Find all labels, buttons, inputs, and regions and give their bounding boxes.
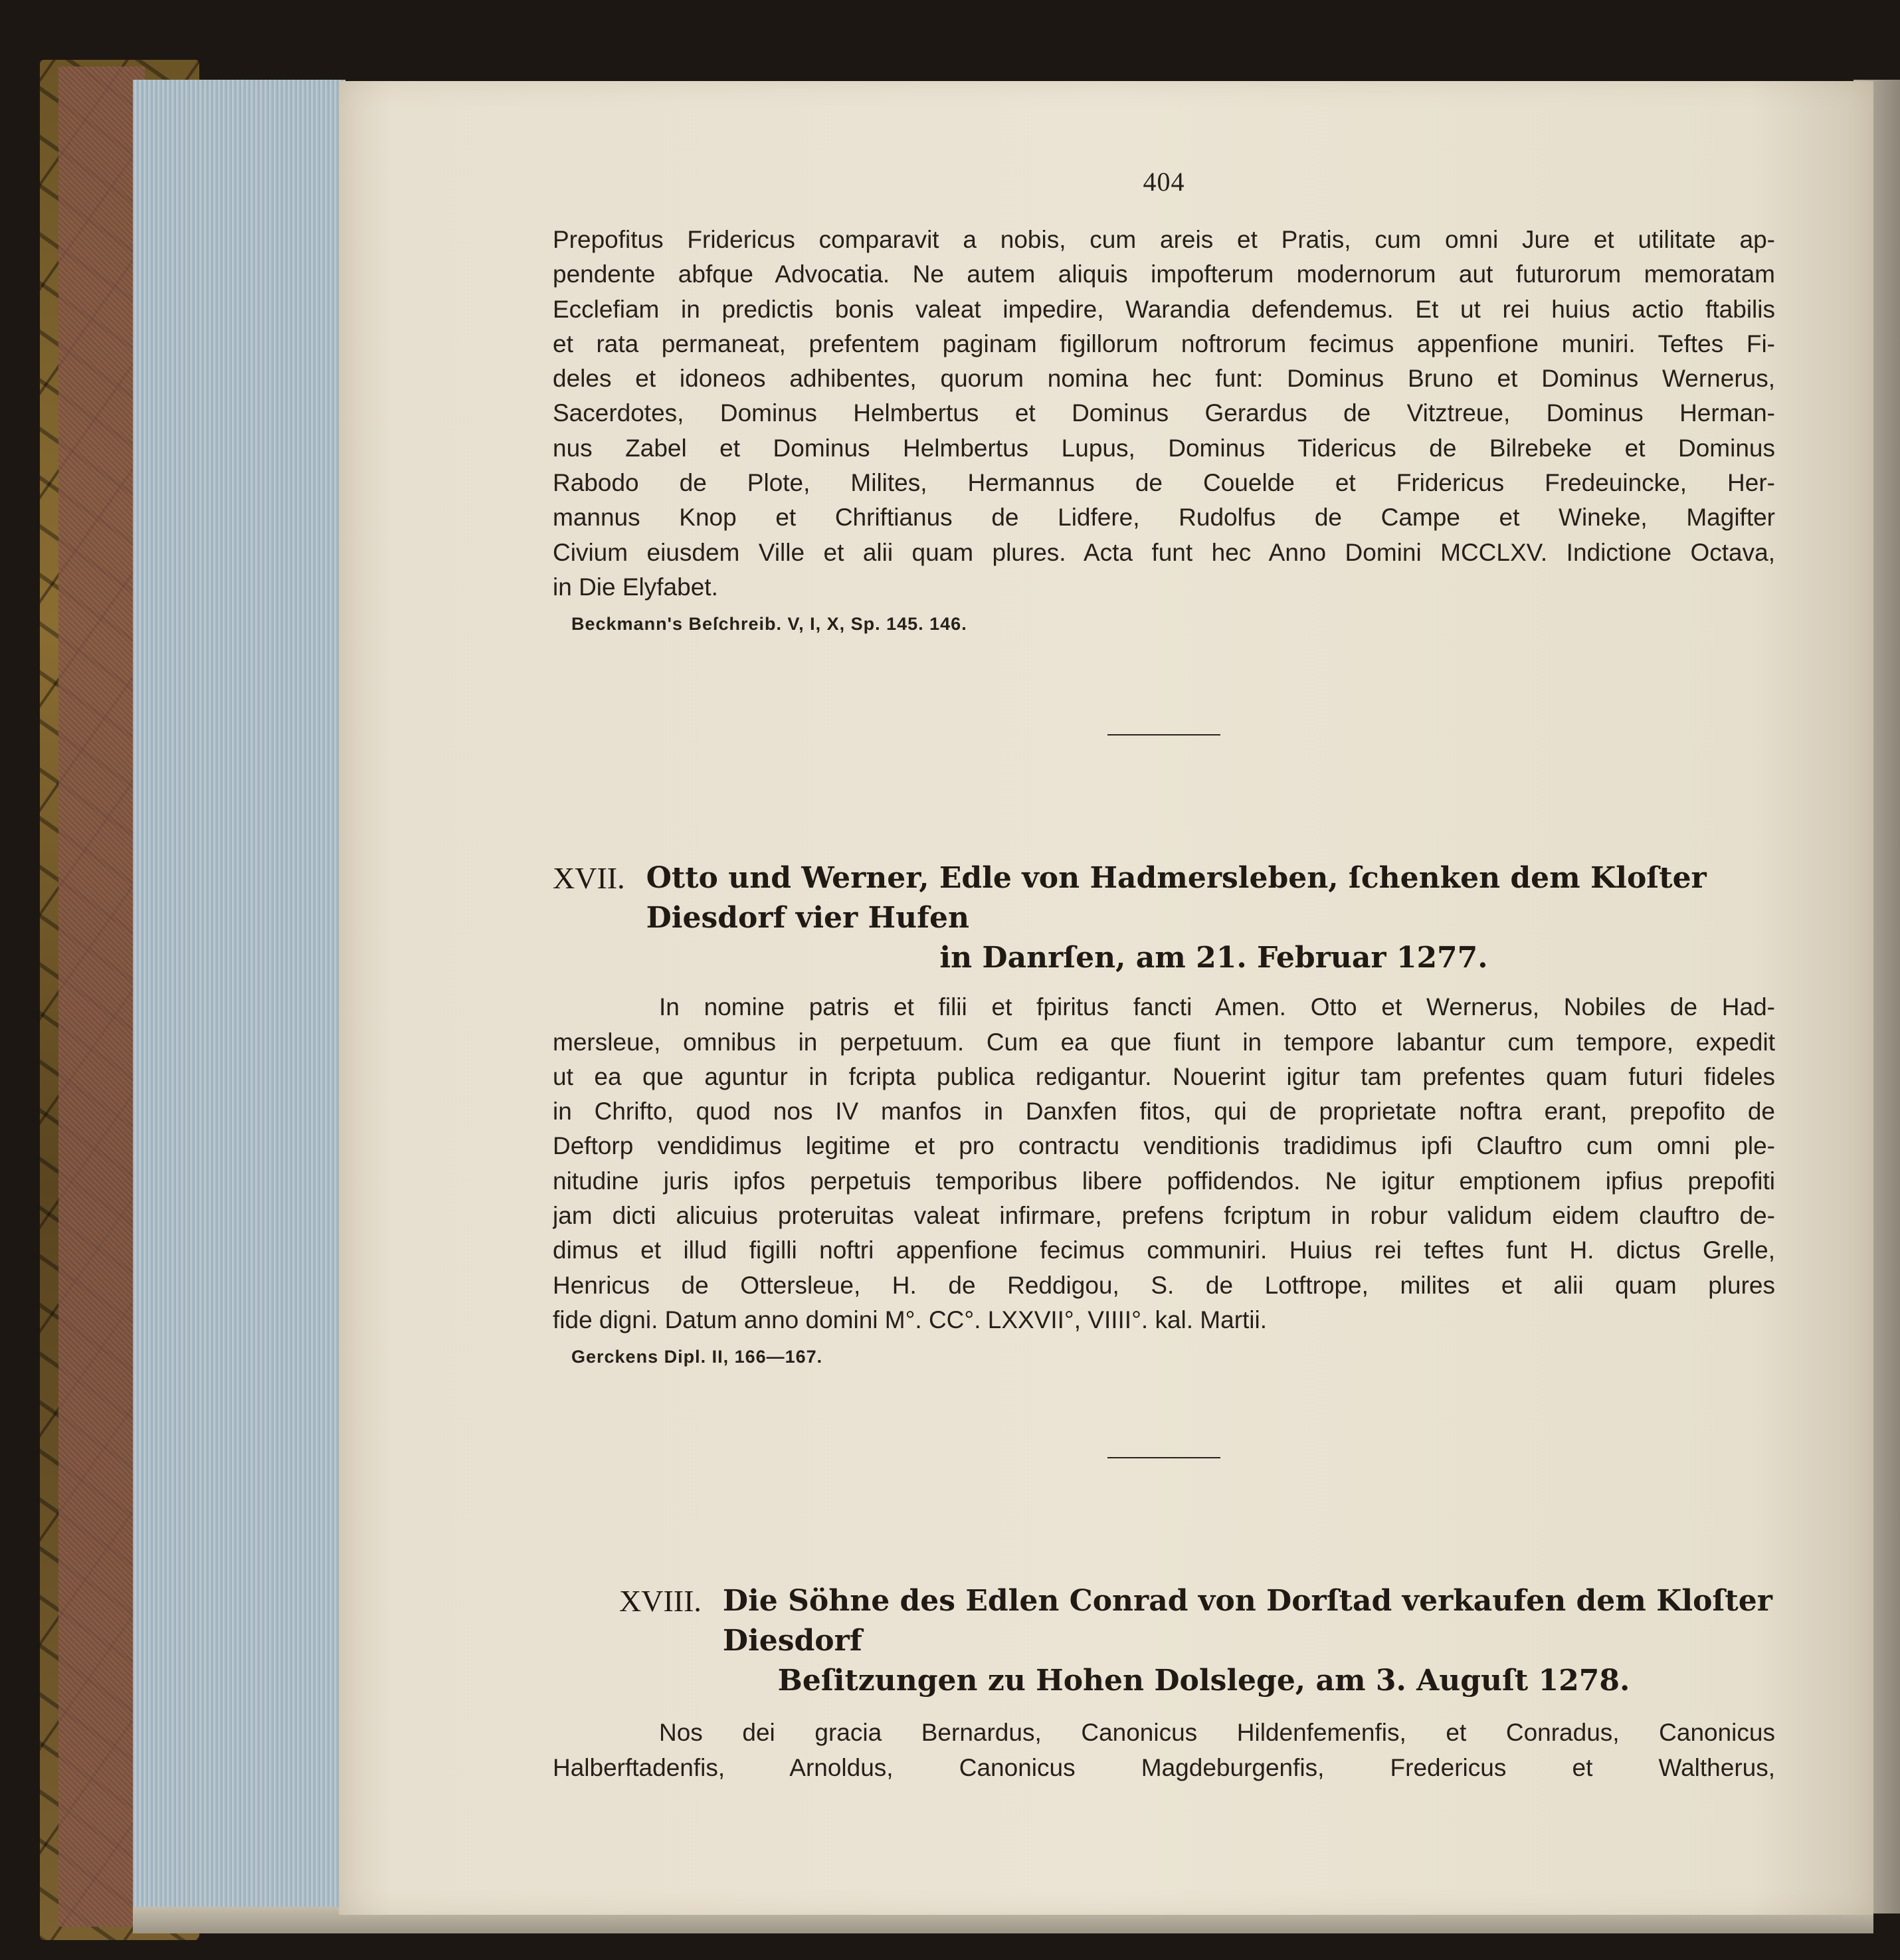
section-xviii-heading bbox=[553, 1581, 1775, 1701]
cover-cloth-corner bbox=[58, 66, 145, 1927]
section-numeral: XVII. bbox=[553, 861, 625, 896]
page-content bbox=[553, 166, 1775, 1785]
section-xvii-heading bbox=[553, 858, 1775, 978]
text-line: in Chrifto, quod nos IV manfos in Danxfen fitos, qui de proprietate noftra erant, prepofito de bbox=[553, 1098, 1775, 1126]
text-line: Henricus de Ottersleue, H. de Reddigou, S. de Lotftrope, milites et alii quam plures bbox=[553, 1271, 1775, 1299]
heading-line: Otto und Werner, Edle von Hadmersleben, ſchenken dem Kloſter Diesdorf vier Hufen bbox=[646, 861, 1707, 935]
text-line: Ecclefiam in predictis bonis valeat impedire, Warandia defendemus. Et ut rei huius actio ftabilis bbox=[553, 295, 1775, 323]
text-line: et rata permaneat, prefentem paginam figillorum noftrorum fecimus appenfione muniri. Teftes Fi- bbox=[553, 330, 1775, 357]
text-line: Sacerdotes, Dominus Helmbertus et Dominus Gerardus de Vitztreue, Dominus Herman- bbox=[553, 399, 1775, 427]
section-numeral: XVIII. bbox=[619, 1584, 702, 1618]
text-line: mannus Knop et Chriftianus de Lidfere, Rudolfus de Campe et Wineke, Magifter bbox=[553, 504, 1775, 532]
page-number: 404 bbox=[1143, 167, 1185, 197]
text-line: ut ea que aguntur in fcripta publica redigantur. Nouerint igitur tam prefentes quam futuri fideles bbox=[553, 1062, 1775, 1090]
text-line: nitudine juris ipfos perpetuis temporibus libere poffidendos. Ne igitur emptionem ipfius prepofiti bbox=[553, 1167, 1775, 1195]
text-line: deles et idoneos adhibentes, quorum nomina hec funt: Dominus Bruno et Dominus Wernerus, bbox=[553, 365, 1775, 393]
heading-line: Die Söhne des Edlen Conrad von Dorſtad verkaufen dem Kloſter Diesdorf bbox=[722, 1584, 1772, 1658]
text-line: dimus et illud figilli noftri appenfione fecimus communiri. Huius rei teftes funt H. dictus Grelle, bbox=[553, 1236, 1775, 1264]
section-xvi-body bbox=[553, 223, 1775, 605]
text-line: mersleue, omnibus in perpetuum. Cum ea que fiunt in tempore labantur cum tempore, expedit bbox=[553, 1028, 1775, 1056]
section-xvii-body bbox=[553, 990, 1775, 1337]
text-line: in Die Elyfabet. bbox=[553, 573, 718, 601]
text-line: jam dicti alicuius proteruitas valeat infirmare, prefens fcriptum in robur validum eidem clauftro de- bbox=[553, 1202, 1775, 1230]
section-xviii-body bbox=[553, 1715, 1775, 1785]
text-line: Civium eiusdem Ville et alii quam plures. Acta funt hec Anno Domini MCCLXV. Indictione Octava, bbox=[553, 538, 1775, 566]
text-line: Rabodo de Plote, Milites, Hermannus de Couelde et Fridericus Fredeuincke, Her- bbox=[553, 469, 1775, 497]
text-line: Prepofitus Fridericus comparavit a nobis, cum areis et Pratis, cum omni Jure et utilitate ap- bbox=[553, 226, 1775, 253]
text-line: Halberftadenfis, Arnoldus, Canonicus Magdeburgenfis, Fredericus et Waltherus, bbox=[553, 1753, 1775, 1781]
source-reference: Beckmann's Beſchreib. V, I, X, Sp. 145. 146. bbox=[571, 614, 967, 635]
heading-line: Beſitzungen zu Hohen Dolslege, am 3. Auguſt 1278. bbox=[777, 1664, 1630, 1698]
heading-line: in Danrſen, am 21. Februar 1277. bbox=[939, 941, 1488, 975]
text-line: fide digni. Datum anno domini M°. CC°. LXXVII°, VIIII°. kal. Martii. bbox=[553, 1306, 1268, 1333]
text-line: pendente abfque Advocatia. Ne autem aliquis impofterum modernorum aut futurorum memoratam bbox=[553, 260, 1775, 288]
text-line: Nos dei gracia Bernardus, Canonicus Hildenfemenfis, et Conradus, Canonicus bbox=[659, 1719, 1775, 1747]
text-line: Deftorp vendidimus legitime et pro contractu venditionis tradidimus ipfi Clauftro cum omni ple- bbox=[553, 1132, 1775, 1160]
text-line: nus Zabel et Dominus Helmbertus Lupus, Dominus Tidericus de Bilrebeke et Dominus bbox=[553, 434, 1775, 462]
page-fore-edges bbox=[133, 80, 345, 1933]
book-page bbox=[339, 81, 1873, 1915]
source-reference: Gerckens Dipl. II, 166—167. bbox=[571, 1347, 823, 1367]
text-line: In nomine patris et filii et fpiritus fancti Amen. Otto et Wernerus, Nobiles de Had- bbox=[659, 993, 1775, 1021]
